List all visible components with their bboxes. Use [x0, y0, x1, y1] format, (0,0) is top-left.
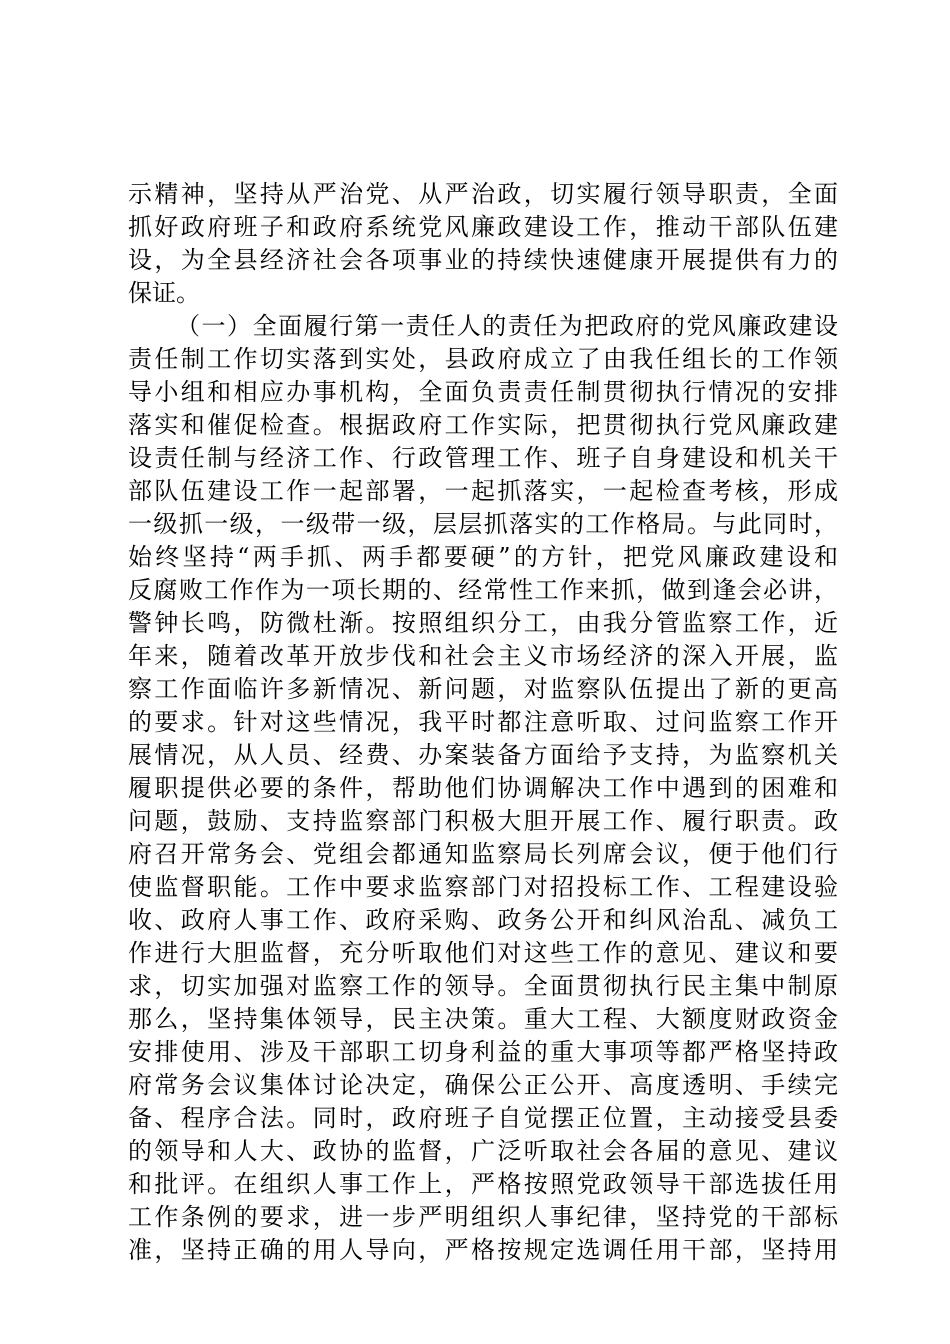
text-line: 责任制工作切实落到实处，县政府成立了由我任组长的工作领	[128, 345, 838, 373]
text-line: 展情况，从人员、经费、办案装备方面给予支持，为监察机关	[128, 741, 838, 769]
text-line: 府召开常务会、党组会都通知监察局长列席会议，便于他们行	[128, 840, 838, 868]
text-line: 警钟长鸣，防微杜渐。按照组织分工，由我分管监察工作，近	[128, 609, 838, 637]
text-line: 那么，坚持集体领导，民主决策。重大工程、大额度财政资金	[128, 1005, 838, 1033]
text-line: 部队伍建设工作一起部署，一起抓落实，一起检查考核，形成	[128, 477, 838, 505]
text-line: 和批评。在组织人事工作上，严格按照党政领导干部选拔任用	[128, 1170, 838, 1198]
text-line: 作进行大胆监督，充分听取他们对这些工作的意见、建议和要	[128, 939, 838, 967]
text-line: 的要求。针对这些情况，我平时都注意听取、过问监察工作开	[128, 708, 838, 736]
body-text	[128, 178, 838, 1267]
text-line: 设，为全县经济社会各项事业的持续快速健康开展提供有力的	[128, 246, 838, 274]
text-line: 工作条例的要求，进一步严明组织人事纪律，坚持党的干部标	[128, 1203, 838, 1231]
text-line: 使监督职能。工作中要求监察部门对招投标工作、工程建设验	[128, 873, 838, 901]
text-line: 导小组和相应办事机构，全面负责责任制贯彻执行情况的安排	[128, 378, 838, 406]
text-line: 准，坚持正确的用人导向，严格按规定选调任用干部，坚持用	[128, 1236, 838, 1264]
text-line: 安排使用、涉及干部职工切身利益的重大事项等都严格坚持政	[128, 1038, 838, 1066]
text-line: 设责任制与经济工作、行政管理工作、班子自身建设和机关干	[128, 444, 838, 472]
text-line: 的领导和人大、政协的监督，广泛听取社会各届的意见、建议	[128, 1137, 838, 1165]
text-line: 履职提供必要的条件，帮助他们协调解决工作中遇到的困难和	[128, 774, 838, 802]
text-line: 备、程序合法。同时，政府班子自觉摆正位置，主动接受县委	[128, 1104, 838, 1132]
text-line: 年来，随着改革开放步伐和社会主义市场经济的深入开展，监	[128, 642, 838, 670]
text-line: 求，切实加强对监察工作的领导。全面贯彻执行民主集中制原	[128, 972, 838, 1000]
text-line: 察工作面临许多新情况、新问题，对监察队伍提出了新的更高	[128, 675, 838, 703]
text-line: 一级抓一级，一级带一级，层层抓落实的工作格局。与此同时，	[128, 510, 838, 538]
text-line: 抓好政府班子和政府系统党风廉政建设工作，推动干部队伍建	[128, 213, 838, 241]
text-line: 示精神，坚持从严治党、从严治政，切实履行领导职责，全面	[128, 180, 838, 208]
section-heading-line: （一）全面履行第一责任人的责任为把政府的党风廉政建设	[176, 312, 838, 340]
text-line: 问题，鼓励、支持监察部门积极大胆开展工作、履行职责。政	[128, 807, 838, 835]
text-line: 始终坚持“两手抓、两手都要硬”的方针，把党风廉政建设和	[128, 543, 838, 571]
text-line: 落实和催促检查。根据政府工作实际，把贯彻执行党风廉政建	[128, 411, 838, 439]
text-line: 反腐败工作作为一项长期的、经常性工作来抓，做到逢会必讲，	[128, 576, 838, 604]
text-line: 收、政府人事工作、政府采购、政务公开和纠风治乱、减负工	[128, 906, 838, 934]
text-line: 保证。	[128, 279, 200, 307]
text-line: 府常务会议集体讨论决定，确保公正公开、高度透明、手续完	[128, 1071, 838, 1099]
